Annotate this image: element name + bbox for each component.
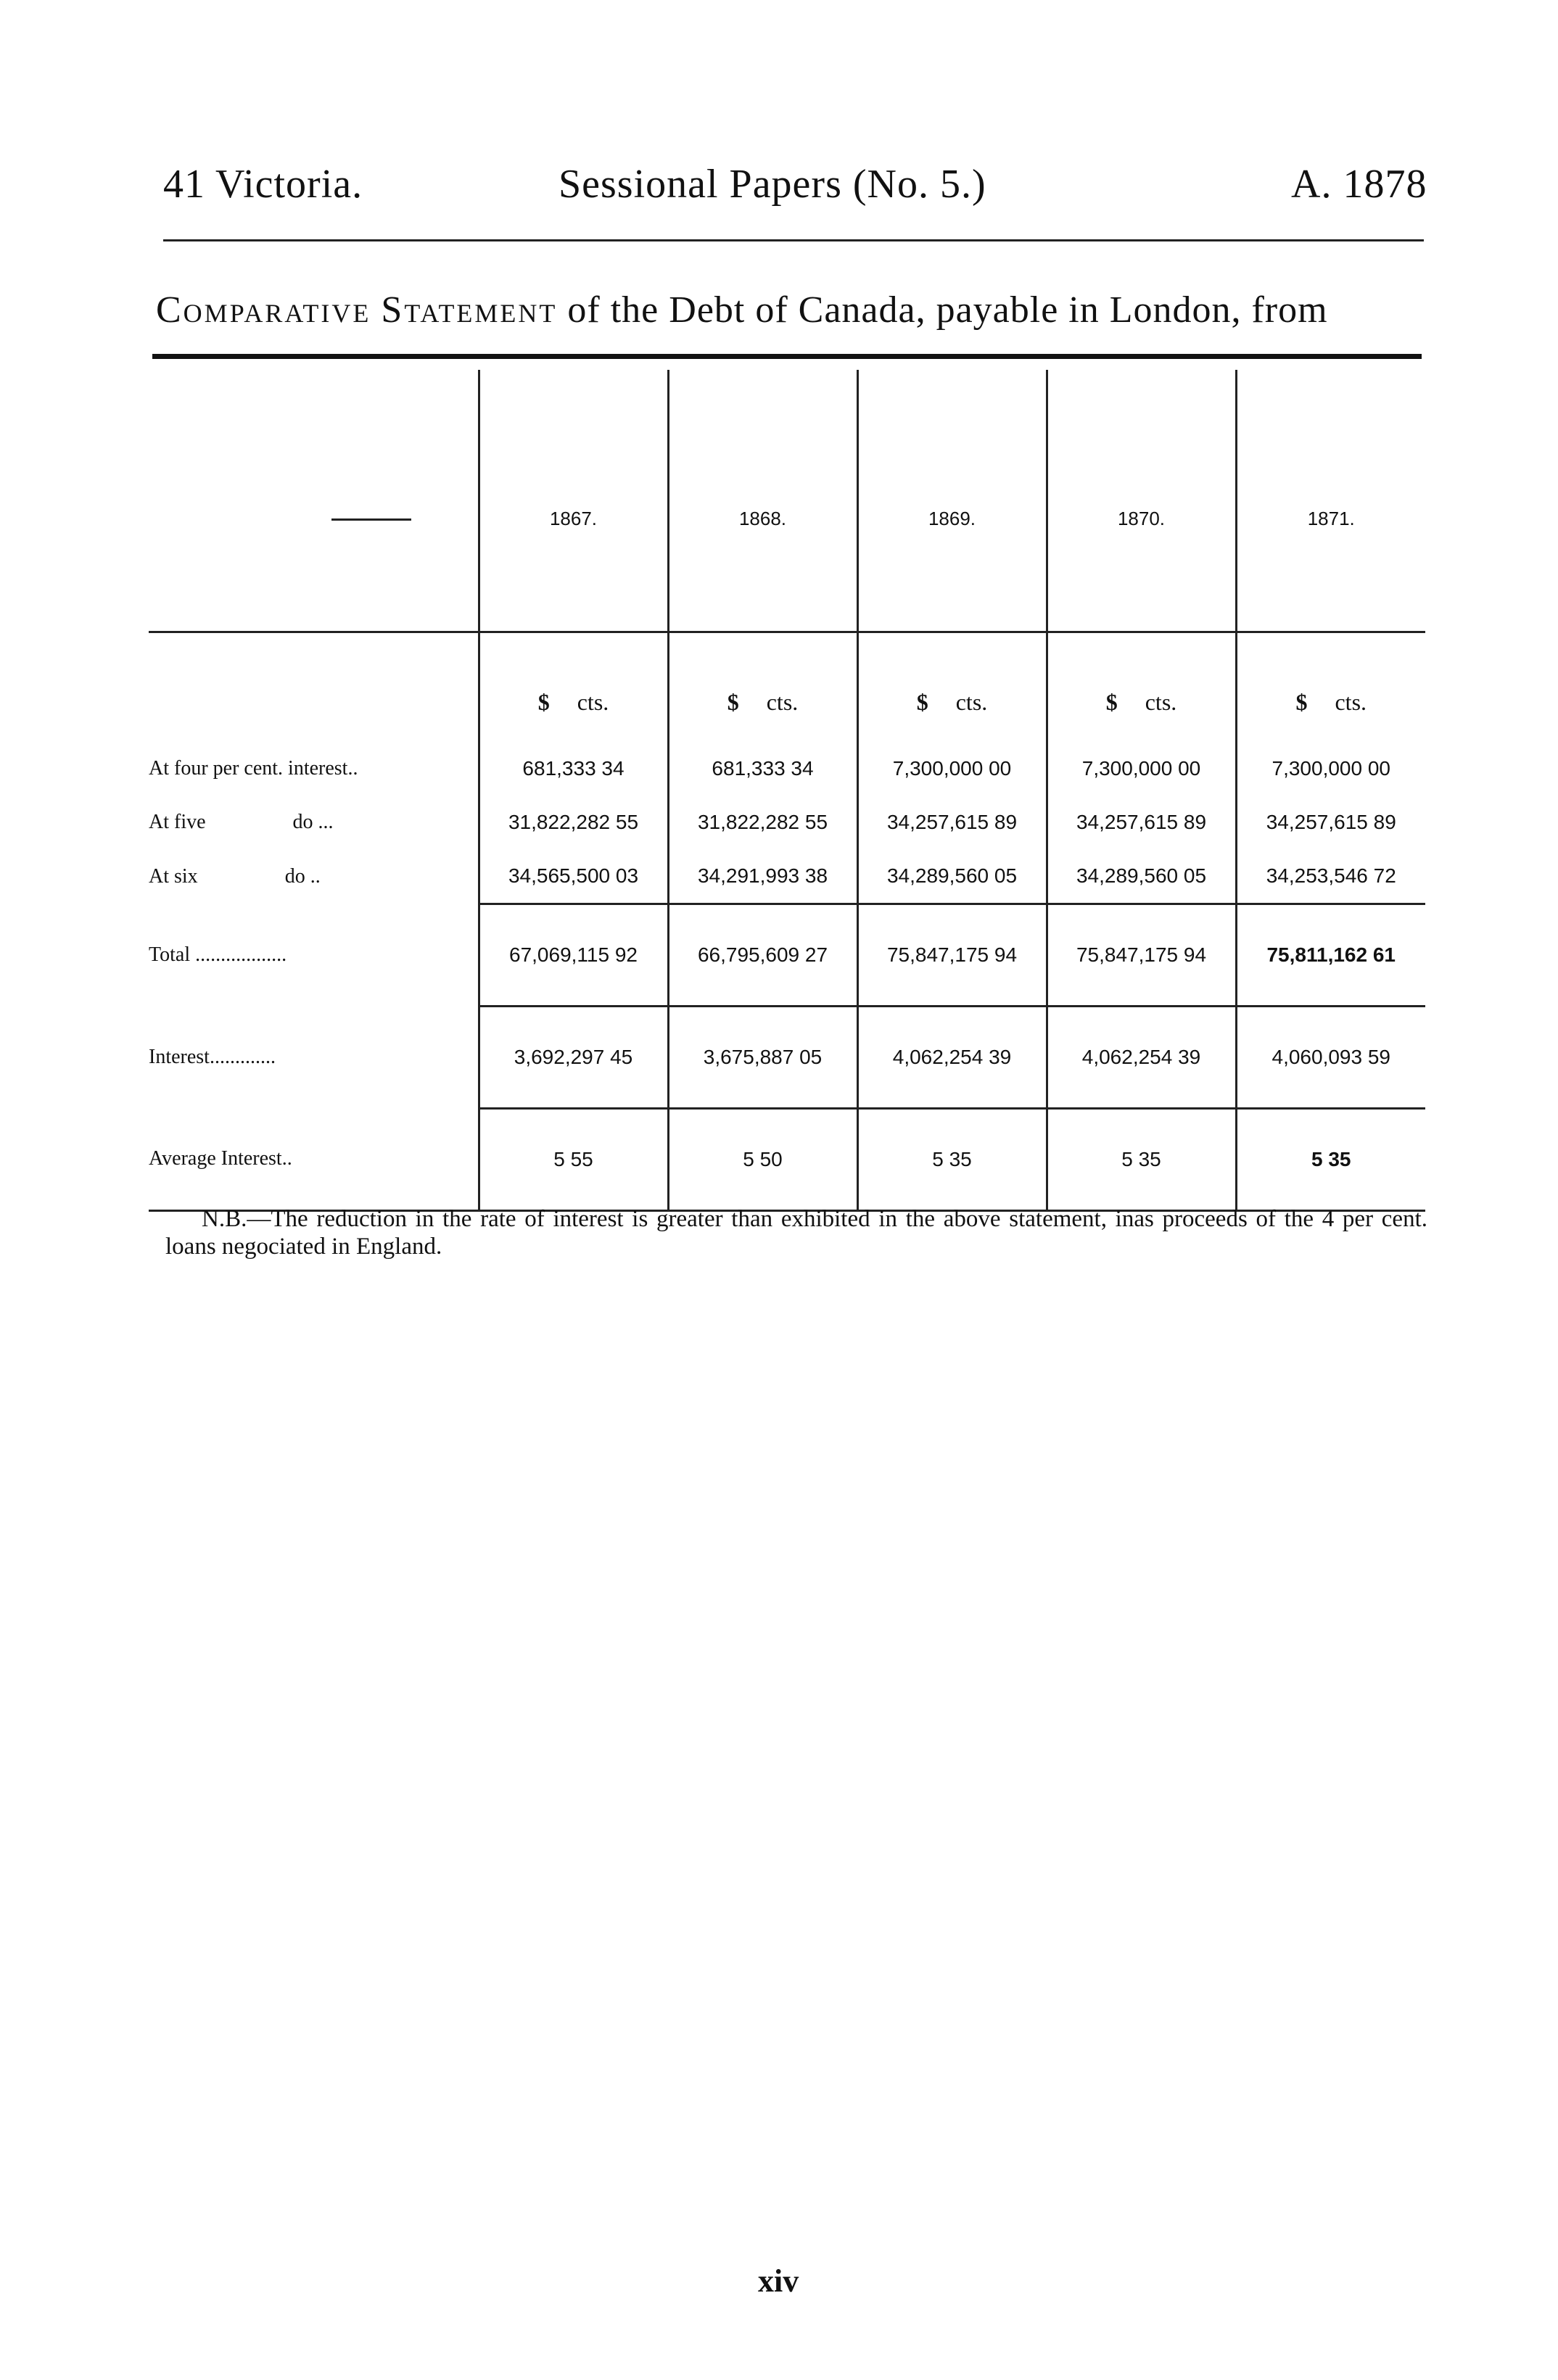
dollar-unit: $ <box>916 688 928 715</box>
table-cell: 75,847,175 94 <box>1047 904 1236 1007</box>
units-cell <box>479 632 668 743</box>
row-label-text: At five <box>149 811 206 833</box>
ditto-mark: do ... <box>292 811 334 833</box>
table-cell: 34,257,615 89 <box>1047 796 1236 849</box>
cents-unit: cts. <box>955 688 988 715</box>
footnote-text: N.B.—The reduction in the rate of interest is greater than exhibited in the above statement, inas proceeds of the 4 per cent. loans negociated in England. <box>165 1206 1427 1260</box>
year-header: 1870. <box>1047 370 1236 632</box>
table-cell: 681,333 34 <box>668 742 857 796</box>
header-rule <box>163 239 1424 241</box>
table-title <box>156 289 1328 331</box>
table-cell: 7,300,000 00 <box>857 742 1047 796</box>
table-cell: 34,565,500 03 <box>479 849 668 904</box>
row-label-text: At six <box>149 864 198 888</box>
footnote <box>165 1205 1427 1260</box>
table-cell: 5 35 <box>857 1109 1047 1211</box>
total-label: Total .................. <box>149 943 287 966</box>
table-cell: 34,257,615 89 <box>1236 796 1425 849</box>
year-header: 1869. <box>857 370 1047 632</box>
title-rule <box>152 354 1422 359</box>
dollar-unit: $ <box>537 688 550 715</box>
debt-table <box>149 370 1425 1212</box>
year-header-row <box>149 370 1425 632</box>
table-cell: 34,253,546 72 <box>1236 849 1425 904</box>
average-interest-label: Average Interest.. <box>149 1109 479 1211</box>
units-row <box>149 632 1425 743</box>
table-cell: 5 55 <box>479 1109 668 1211</box>
cents-unit: cts. <box>1145 688 1177 715</box>
table-cell: 4,062,254 39 <box>857 1007 1047 1109</box>
table-cell: 681,333 34 <box>479 742 668 796</box>
page-number: xiv <box>758 2263 799 2299</box>
table-cell: 3,692,297 45 <box>479 1007 668 1109</box>
table-cell: 5 35 <box>1236 1109 1425 1211</box>
units-cell <box>857 632 1047 743</box>
table-cell: 31,822,282 55 <box>668 796 857 849</box>
table-cell: 31,822,282 55 <box>479 796 668 849</box>
table-cell: 34,289,560 05 <box>857 849 1047 904</box>
table-cell: 66,795,609 27 <box>668 904 857 1007</box>
row-label <box>149 796 479 849</box>
table-row-interest <box>149 1007 1425 1109</box>
table-cell: 34,291,993 38 <box>668 849 857 904</box>
ditto-mark: do .. <box>284 864 321 888</box>
year-header: 1871. <box>1236 370 1425 632</box>
units-cell <box>668 632 857 743</box>
dollar-unit: $ <box>727 688 739 715</box>
year-header: 1867. <box>479 370 668 632</box>
cents-unit: cts. <box>1335 688 1367 715</box>
dollar-unit: $ <box>1295 688 1308 715</box>
table-cell: 75,847,175 94 <box>857 904 1047 1007</box>
table-cell: 4,060,093 59 <box>1236 1007 1425 1109</box>
table-cell: 67,069,115 92 <box>479 904 668 1007</box>
running-header-center: Sessional Papers (No. 5.) <box>559 162 986 207</box>
running-header-right: A. 1878 <box>1291 162 1427 207</box>
table-row-six-per-cent <box>149 849 1425 904</box>
year-header: 1868. <box>668 370 857 632</box>
dollar-unit: $ <box>1105 688 1118 715</box>
row-label <box>149 849 479 904</box>
table-cell: 7,300,000 00 <box>1047 742 1236 796</box>
stub-header <box>149 370 479 632</box>
table-cell: 75,811,162 61 <box>1236 904 1425 1007</box>
table-cell: 3,675,887 05 <box>668 1007 857 1109</box>
table-row-five-per-cent <box>149 796 1425 849</box>
stub-dash <box>331 518 411 521</box>
units-cell <box>1047 632 1236 743</box>
table-row-total <box>149 904 1425 1007</box>
units-stub <box>149 632 479 743</box>
interest-label: Interest............. <box>149 1046 276 1068</box>
title-word-statement: Statement <box>381 289 558 331</box>
running-header-left: 41 Victoria. <box>163 162 363 207</box>
table-cell: 4,062,254 39 <box>1047 1007 1236 1109</box>
table-row-four-per-cent <box>149 742 1425 796</box>
title-word-comparative: Comparative <box>156 289 371 331</box>
row-label: At four per cent. interest.. <box>149 757 358 780</box>
table-cell: 5 35 <box>1047 1109 1236 1211</box>
table-cell: 7,300,000 00 <box>1236 742 1425 796</box>
table-cell: 34,289,560 05 <box>1047 849 1236 904</box>
cents-unit: cts. <box>577 688 609 715</box>
title-rest: of the Debt of Canada, payable in London, from <box>567 289 1328 331</box>
cents-unit: cts. <box>766 688 799 715</box>
table-row-average-interest <box>149 1109 1425 1211</box>
units-cell <box>1236 632 1425 743</box>
table-cell: 5 50 <box>668 1109 857 1211</box>
table-cell: 34,257,615 89 <box>857 796 1047 849</box>
